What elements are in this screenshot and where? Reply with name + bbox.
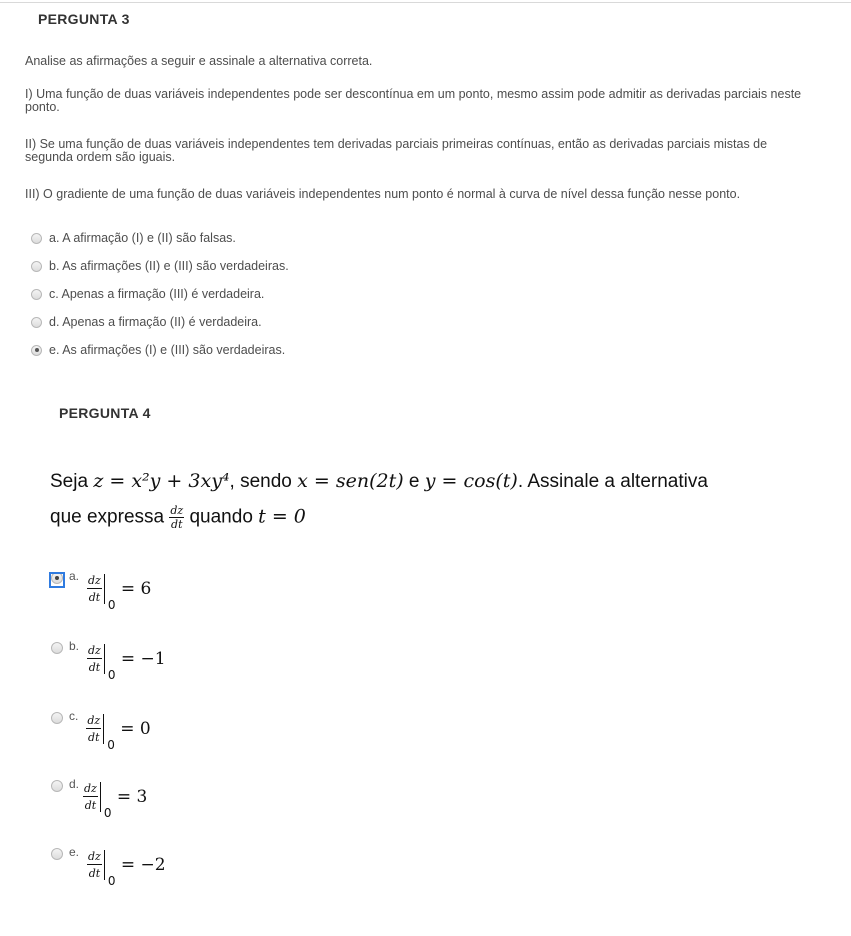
- prompt-text: Seja: [50, 471, 94, 492]
- q3-option-b[interactable]: [31, 259, 289, 273]
- focus-outline: [49, 572, 65, 588]
- evaluation-point: 0: [107, 598, 116, 612]
- q4-option-e[interactable]: [51, 845, 166, 888]
- q3-option-d-label: d. Apenas a firmação (II) é verdadeira.: [49, 315, 262, 329]
- q3-option-a-label: a. A afirmação (I) e (II) são falsas.: [49, 231, 236, 245]
- q4-option-d-letter: d.: [69, 777, 80, 791]
- prompt-text: quando: [184, 506, 259, 528]
- q4-option-c-value: = 0: [120, 719, 151, 739]
- q3-option-e-label: e. As afirmações (I) e (III) são verdadeiras.: [49, 343, 286, 357]
- derivative-fraction: [83, 783, 98, 811]
- z-equation: z = x²y + 3xy⁴: [93, 470, 230, 492]
- question-3-statement-1: I) Uma função de duas variáveis independentes pode ser descontínua em um ponto, mesmo assim pode admitir as derivadas parciais neste ponto.: [25, 87, 802, 114]
- q4-option-c-expression: [86, 714, 151, 752]
- fraction-denominator: dt: [88, 867, 101, 880]
- q4-option-b-letter: b.: [69, 639, 80, 653]
- evaluation-bar: [103, 714, 115, 752]
- fraction-numerator: dz: [84, 782, 97, 795]
- q4-option-d-expression: [83, 782, 148, 820]
- evaluation-point: 0: [103, 806, 112, 820]
- q4-radio-c[interactable]: [51, 712, 63, 724]
- y-equation: y = cos(t): [424, 470, 518, 492]
- q3-radio-c[interactable]: [31, 289, 42, 300]
- derivative-fraction: [86, 715, 101, 743]
- q4-option-d[interactable]: [51, 777, 148, 820]
- fraction-numerator: dz: [87, 714, 101, 727]
- question-3-statement-2: II) Se uma função de duas variáveis independentes tem derivadas parciais primeiras contínuas, então as derivadas parciais mistas de segunda ordem são iguais.: [25, 137, 768, 164]
- q4-radio-b[interactable]: [51, 642, 63, 654]
- q4-option-a-expression: [87, 574, 152, 612]
- q4-option-b-value: = −1: [120, 649, 166, 669]
- q4-radio-d[interactable]: [51, 780, 63, 792]
- fraction-denominator: dt: [88, 731, 100, 744]
- q4-option-b-expression: [87, 644, 166, 682]
- top-divider: [0, 2, 851, 3]
- question-4-title: PERGUNTA 4: [59, 405, 151, 421]
- q4-option-e-value: = −2: [120, 855, 166, 875]
- q3-radio-e[interactable]: [31, 345, 42, 356]
- q4-option-e-letter: e.: [69, 845, 80, 859]
- prompt-text: . Assinale a alternativa: [517, 471, 708, 492]
- evaluation-bar: [104, 574, 116, 612]
- fraction-numerator: dz: [88, 644, 101, 657]
- q4-option-e-expression: [87, 850, 166, 888]
- derivative-fraction: [87, 851, 102, 879]
- question-3-intro: Analise as afirmações a seguir e assinale a alternativa correta.: [25, 54, 373, 68]
- q4-option-a[interactable]: [51, 569, 152, 612]
- question-4-prompt-line-1: [50, 470, 708, 493]
- q4-option-c-letter: c.: [69, 709, 79, 723]
- evaluation-bar: [100, 782, 112, 820]
- question-4-prompt-line-2: [50, 505, 306, 530]
- evaluation-point: 0: [107, 668, 116, 682]
- q3-radio-d[interactable]: [31, 317, 42, 328]
- question-3-title: PERGUNTA 3: [38, 11, 130, 27]
- q3-radio-b[interactable]: [31, 261, 42, 272]
- evaluation-point: 0: [107, 738, 115, 752]
- q3-option-b-label: b. As afirmações (II) e (III) são verdadeiras.: [49, 259, 289, 273]
- prompt-text: , sendo: [229, 471, 298, 492]
- fraction-denominator: dt: [84, 799, 97, 812]
- evaluation-point: 0: [107, 874, 116, 888]
- derivative-fraction: [169, 505, 184, 530]
- prompt-text: e: [403, 471, 425, 492]
- q4-option-c[interactable]: [51, 709, 151, 752]
- fraction-numerator: dz: [88, 574, 101, 587]
- t-equation: t = 0: [258, 505, 306, 528]
- evaluation-bar: [104, 850, 116, 888]
- q3-radio-a[interactable]: [31, 233, 42, 244]
- q3-option-e[interactable]: [31, 343, 285, 357]
- fraction-denominator: dt: [171, 518, 183, 531]
- derivative-fraction: [87, 575, 102, 603]
- q4-option-d-value: = 3: [116, 787, 148, 807]
- fraction-numerator: dz: [170, 504, 184, 517]
- q4-radio-a[interactable]: [51, 572, 63, 584]
- q4-option-a-value: = 6: [120, 579, 152, 599]
- q3-option-c-label: c. Apenas a firmação (III) é verdadeira.: [49, 287, 265, 301]
- question-3-statement-3: III) O gradiente de uma função de duas variáveis independentes num ponto é normal à curva de nível dessa função nesse ponto.: [25, 187, 741, 201]
- q3-option-a[interactable]: [31, 231, 236, 245]
- q4-option-a-letter: a.: [69, 569, 80, 583]
- derivative-fraction: [87, 645, 102, 673]
- fraction-denominator: dt: [88, 661, 101, 674]
- q4-radio-e[interactable]: [51, 848, 63, 860]
- q4-option-b[interactable]: [51, 639, 166, 682]
- x-equation: x = sen(2t): [297, 470, 404, 492]
- fraction-denominator: dt: [88, 591, 101, 604]
- evaluation-bar: [104, 644, 116, 682]
- q3-option-c[interactable]: [31, 287, 264, 301]
- fraction-numerator: dz: [88, 850, 101, 863]
- prompt-text: que expressa: [50, 506, 170, 528]
- q3-option-d[interactable]: [31, 315, 262, 329]
